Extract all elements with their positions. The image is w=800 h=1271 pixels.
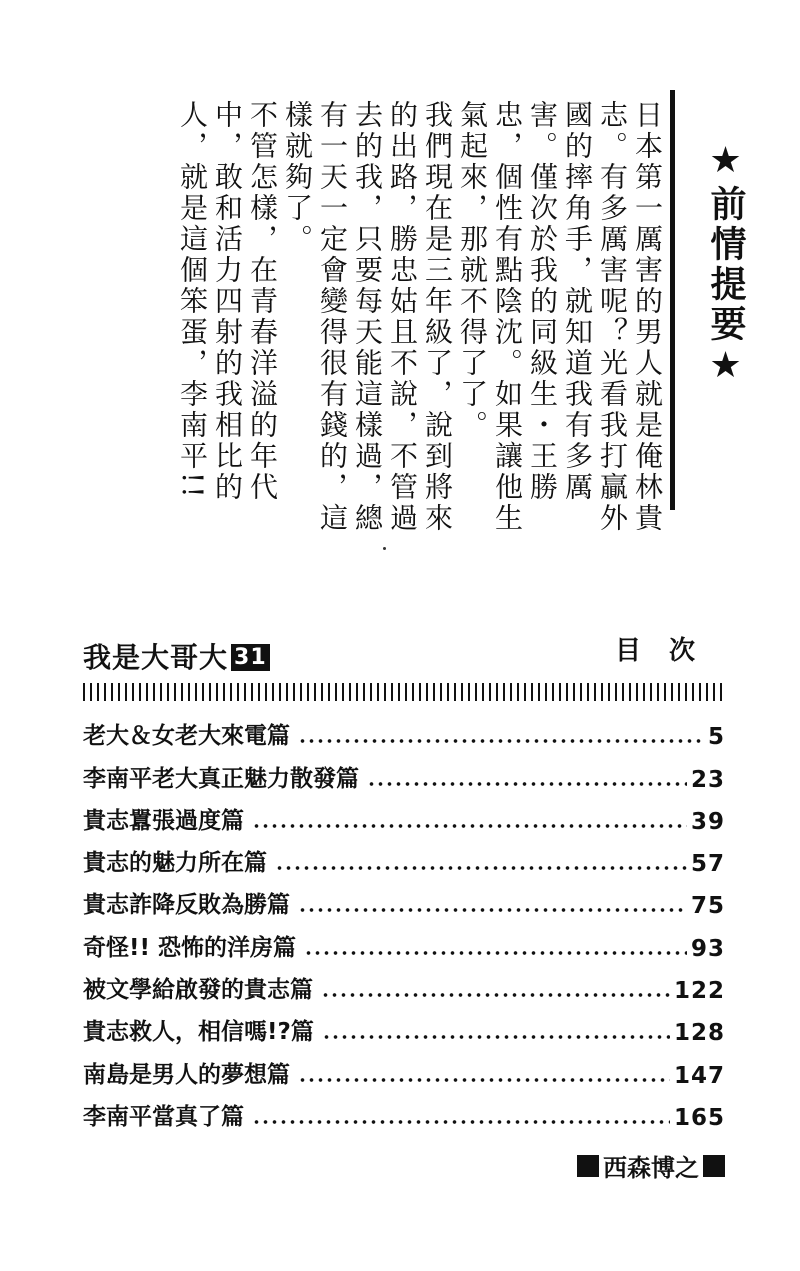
dot-leader (321, 993, 670, 997)
book-title-text: 我是大哥大 (83, 641, 229, 674)
chapter-item[interactable] (83, 1046, 725, 1088)
chapter-item[interactable] (83, 835, 725, 877)
author-name: 西森博之 (603, 1154, 699, 1182)
chapter-title: 被文學給啟發的貴志篇 (83, 977, 313, 1004)
dot-leader (304, 951, 687, 955)
chapter-item[interactable] (83, 962, 725, 1004)
dot-leader (298, 1078, 670, 1082)
stray-dot (383, 547, 386, 550)
heading-rule (670, 90, 675, 510)
chapter-item[interactable] (83, 750, 725, 792)
chapter-item[interactable] (83, 877, 725, 919)
chapter-page: 147 (673, 1062, 725, 1089)
hatch-divider (83, 683, 725, 701)
chapter-page: 128 (673, 1020, 725, 1047)
book-title (83, 636, 270, 676)
dot-leader (275, 866, 687, 870)
volume-badge: 31 (231, 644, 270, 671)
chapter-title: 貴志詐降反敗為勝篇 (83, 892, 290, 919)
chapter-page: 39 (690, 808, 725, 835)
black-square-icon (703, 1155, 725, 1177)
chapter-item[interactable] (83, 1004, 725, 1046)
dot-leader (298, 908, 687, 912)
chapter-title: 李南平當真了篇 (83, 1103, 244, 1130)
chapter-page: 75 (690, 893, 725, 920)
dot-leader (252, 824, 687, 828)
chapter-page: 122 (673, 978, 725, 1005)
dot-leader (322, 1035, 670, 1039)
synopsis-paragraph: 不管怎樣，在青春洋溢的年代中，敢和活力四射的我相比的人，就是這個笨蛋，李南平!! (176, 100, 279, 503)
chapter-page: 23 (690, 766, 725, 793)
chapter-title: 貴志救人，相信嗎!?篇 (83, 1019, 314, 1046)
chapter-title: 老大＆女老大來電篇 (83, 723, 290, 750)
chapter-title: 南島是男人的夢想篇 (83, 1061, 290, 1088)
synopsis-paragraph: 我們現在是三年級了，說到將來的出路，勝忠姑且不說，不管過去的我，只要每天能這樣過，總有一天一定會變得很有錢的，這樣就夠了。 (281, 100, 454, 534)
synopsis-paragraph: 日本第一厲害的男人就是俺林貴志。有多厲害呢？光看我打贏外國的摔角手，就知道我有多厲害。僅次於我的同級生・王勝忠，個性有點陰沈。如果讓他生氣起來，那就不得了了。 (456, 100, 664, 534)
dot-leader (367, 782, 687, 786)
chapter-page: 165 (673, 1104, 725, 1131)
chapter-item[interactable] (83, 708, 725, 750)
chapter-item[interactable] (83, 919, 725, 961)
contents-header (83, 630, 723, 675)
chapter-item[interactable] (83, 793, 725, 835)
synopsis-title: ★前情提要★ (705, 140, 746, 390)
synopsis-text (175, 100, 665, 550)
chapter-page: 93 (690, 935, 725, 962)
contents-label: 目次 (614, 636, 723, 666)
dot-leader (252, 1120, 670, 1124)
chapter-item[interactable] (83, 1089, 725, 1131)
chapter-title: 奇怪!! 恐怖的洋房篇 (83, 934, 296, 961)
chapter-list (83, 708, 725, 1131)
chapter-page: 57 (690, 851, 725, 878)
chapter-title: 貴志的魅力所在篇 (83, 850, 267, 877)
chapter-page: 5 (707, 724, 725, 751)
black-square-icon (577, 1155, 599, 1177)
chapter-title: 李南平老大真正魅力散發篇 (83, 765, 359, 792)
author-credit (577, 1148, 725, 1183)
dot-leader (298, 739, 704, 743)
chapter-title: 貴志囂張過度篇 (83, 807, 244, 834)
